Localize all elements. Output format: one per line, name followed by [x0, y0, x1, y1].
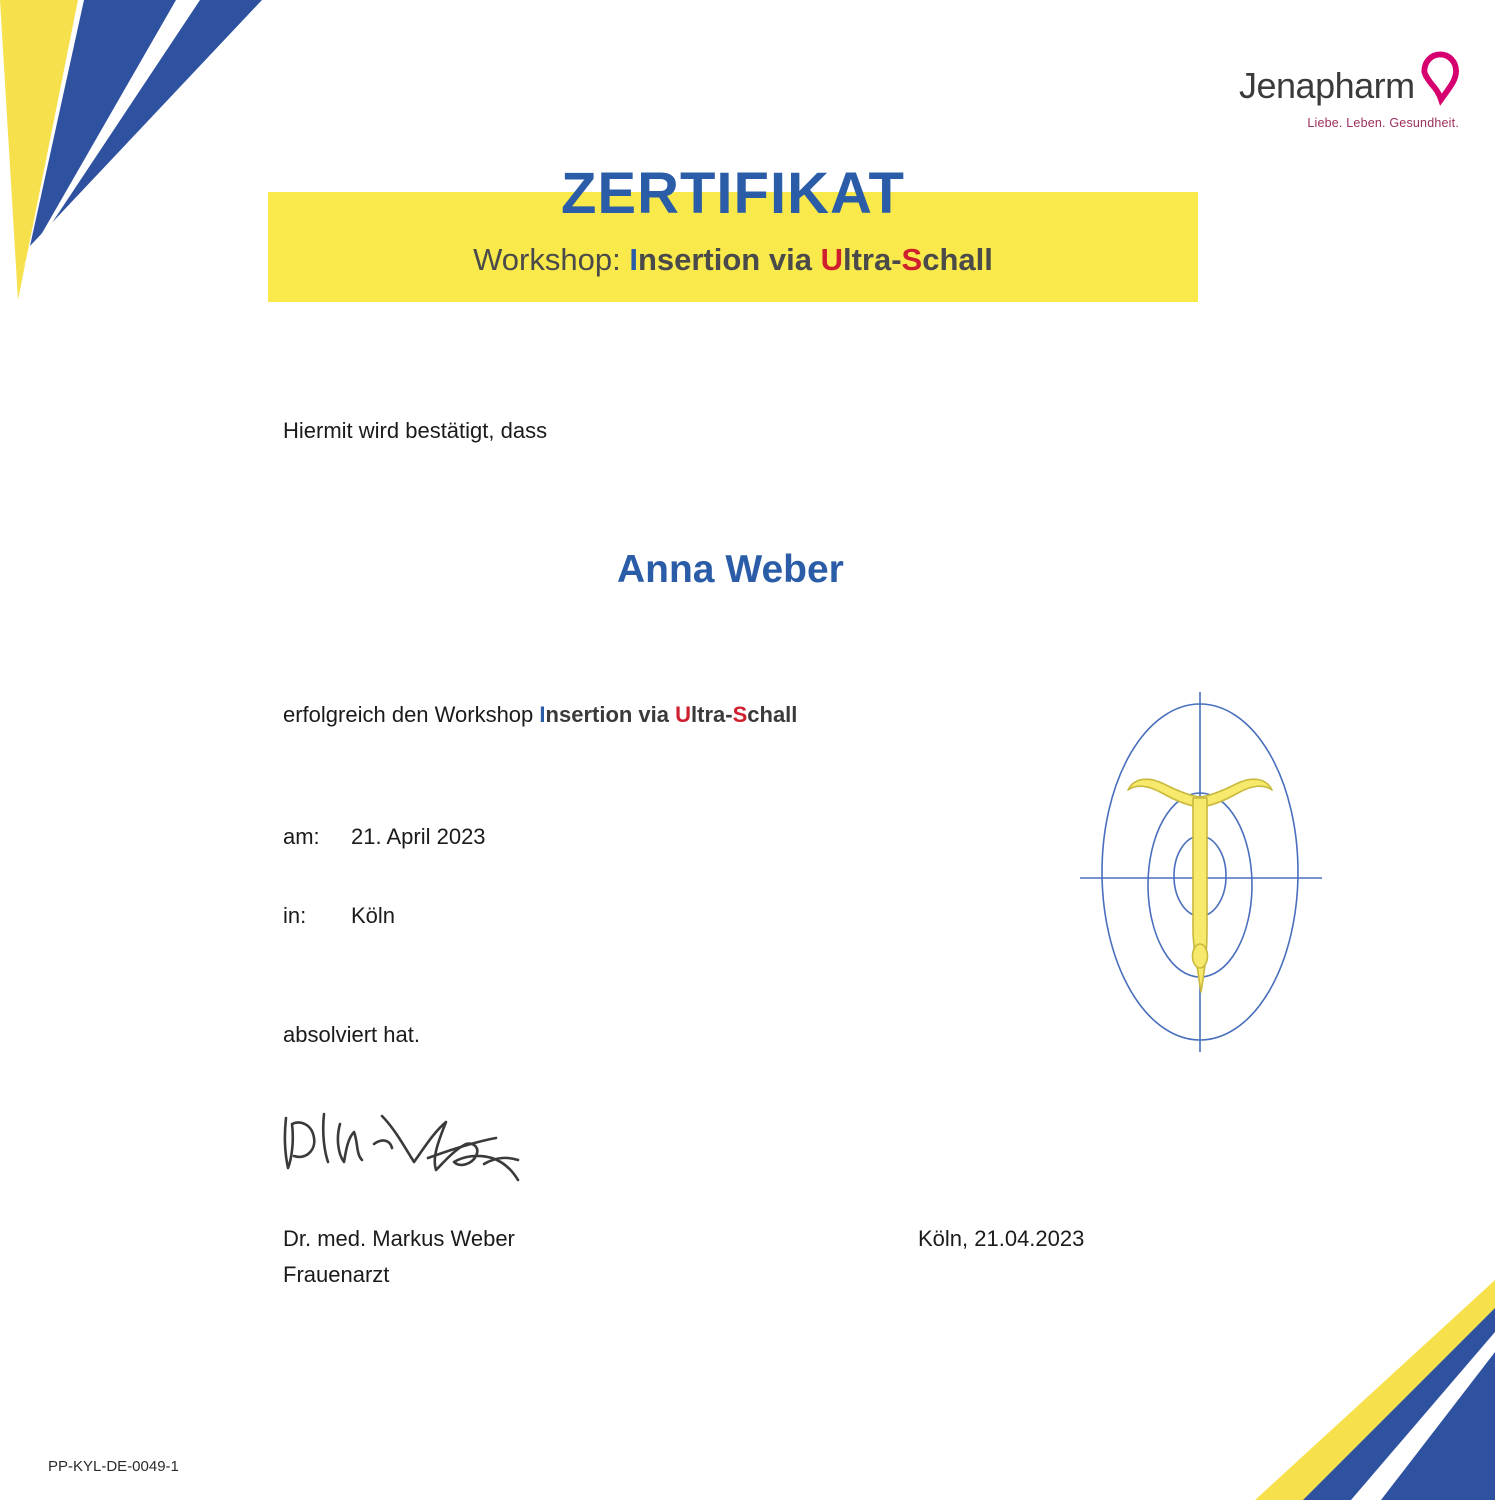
title-band — [268, 161, 1198, 302]
jenapharm-ring-icon — [1421, 46, 1459, 108]
field-date — [283, 824, 486, 850]
intro-text: Hiermit wird bestätigt, dass — [283, 418, 548, 443]
document-code: PP-KYL-DE-0049-1 — [48, 1458, 179, 1475]
signatory-role: Frauenarzt — [283, 1262, 390, 1287]
subtitle-s: S — [901, 242, 923, 277]
statement-i: I — [539, 702, 546, 727]
statement-chall: chall — [747, 702, 798, 727]
field-date-value: 21. April 2023 — [351, 824, 486, 849]
corner-decoration-bottom-right — [1195, 1270, 1495, 1500]
statement-text — [283, 702, 797, 728]
recipient-name: Anna Weber — [617, 548, 844, 591]
signatory-name: Dr. med. Markus Weber — [283, 1226, 515, 1251]
brand-logo — [1239, 46, 1459, 130]
subtitle-ltra: ltra- — [842, 242, 902, 277]
brand-tagline: Liebe. Leben. Gesundheit. — [1307, 116, 1459, 130]
subtitle-chall: chall — [922, 242, 993, 277]
place-and-date: Köln, 21.04.2023 — [918, 1226, 1085, 1251]
closing-text: absolviert hat. — [283, 1022, 420, 1047]
signature-mark — [278, 1098, 548, 1198]
subtitle-prefix: Workshop: — [473, 242, 630, 277]
field-date-label: am: — [283, 824, 320, 849]
statement-prefix: erfolgreich den Workshop — [283, 702, 540, 727]
page-subtitle — [268, 242, 1198, 278]
brand-wordmark: Jenapharm — [1239, 65, 1415, 106]
subtitle-nsertion: nsertion via — [637, 242, 821, 277]
subtitle-u: U — [820, 242, 843, 277]
field-place-label: in: — [283, 903, 307, 928]
page-title: ZERTIFIKAT — [561, 161, 905, 226]
statement-s: S — [732, 702, 748, 727]
corner-decoration-top-left — [0, 0, 300, 310]
iud-ultrasound-illustration — [1060, 680, 1340, 1060]
statement-u: U — [675, 702, 692, 727]
field-place — [283, 903, 395, 929]
subtitle-i: I — [629, 242, 638, 277]
statement-nsertion: nsertion via — [545, 702, 676, 727]
statement-ltra: ltra- — [691, 702, 733, 727]
field-place-value: Köln — [351, 903, 396, 928]
